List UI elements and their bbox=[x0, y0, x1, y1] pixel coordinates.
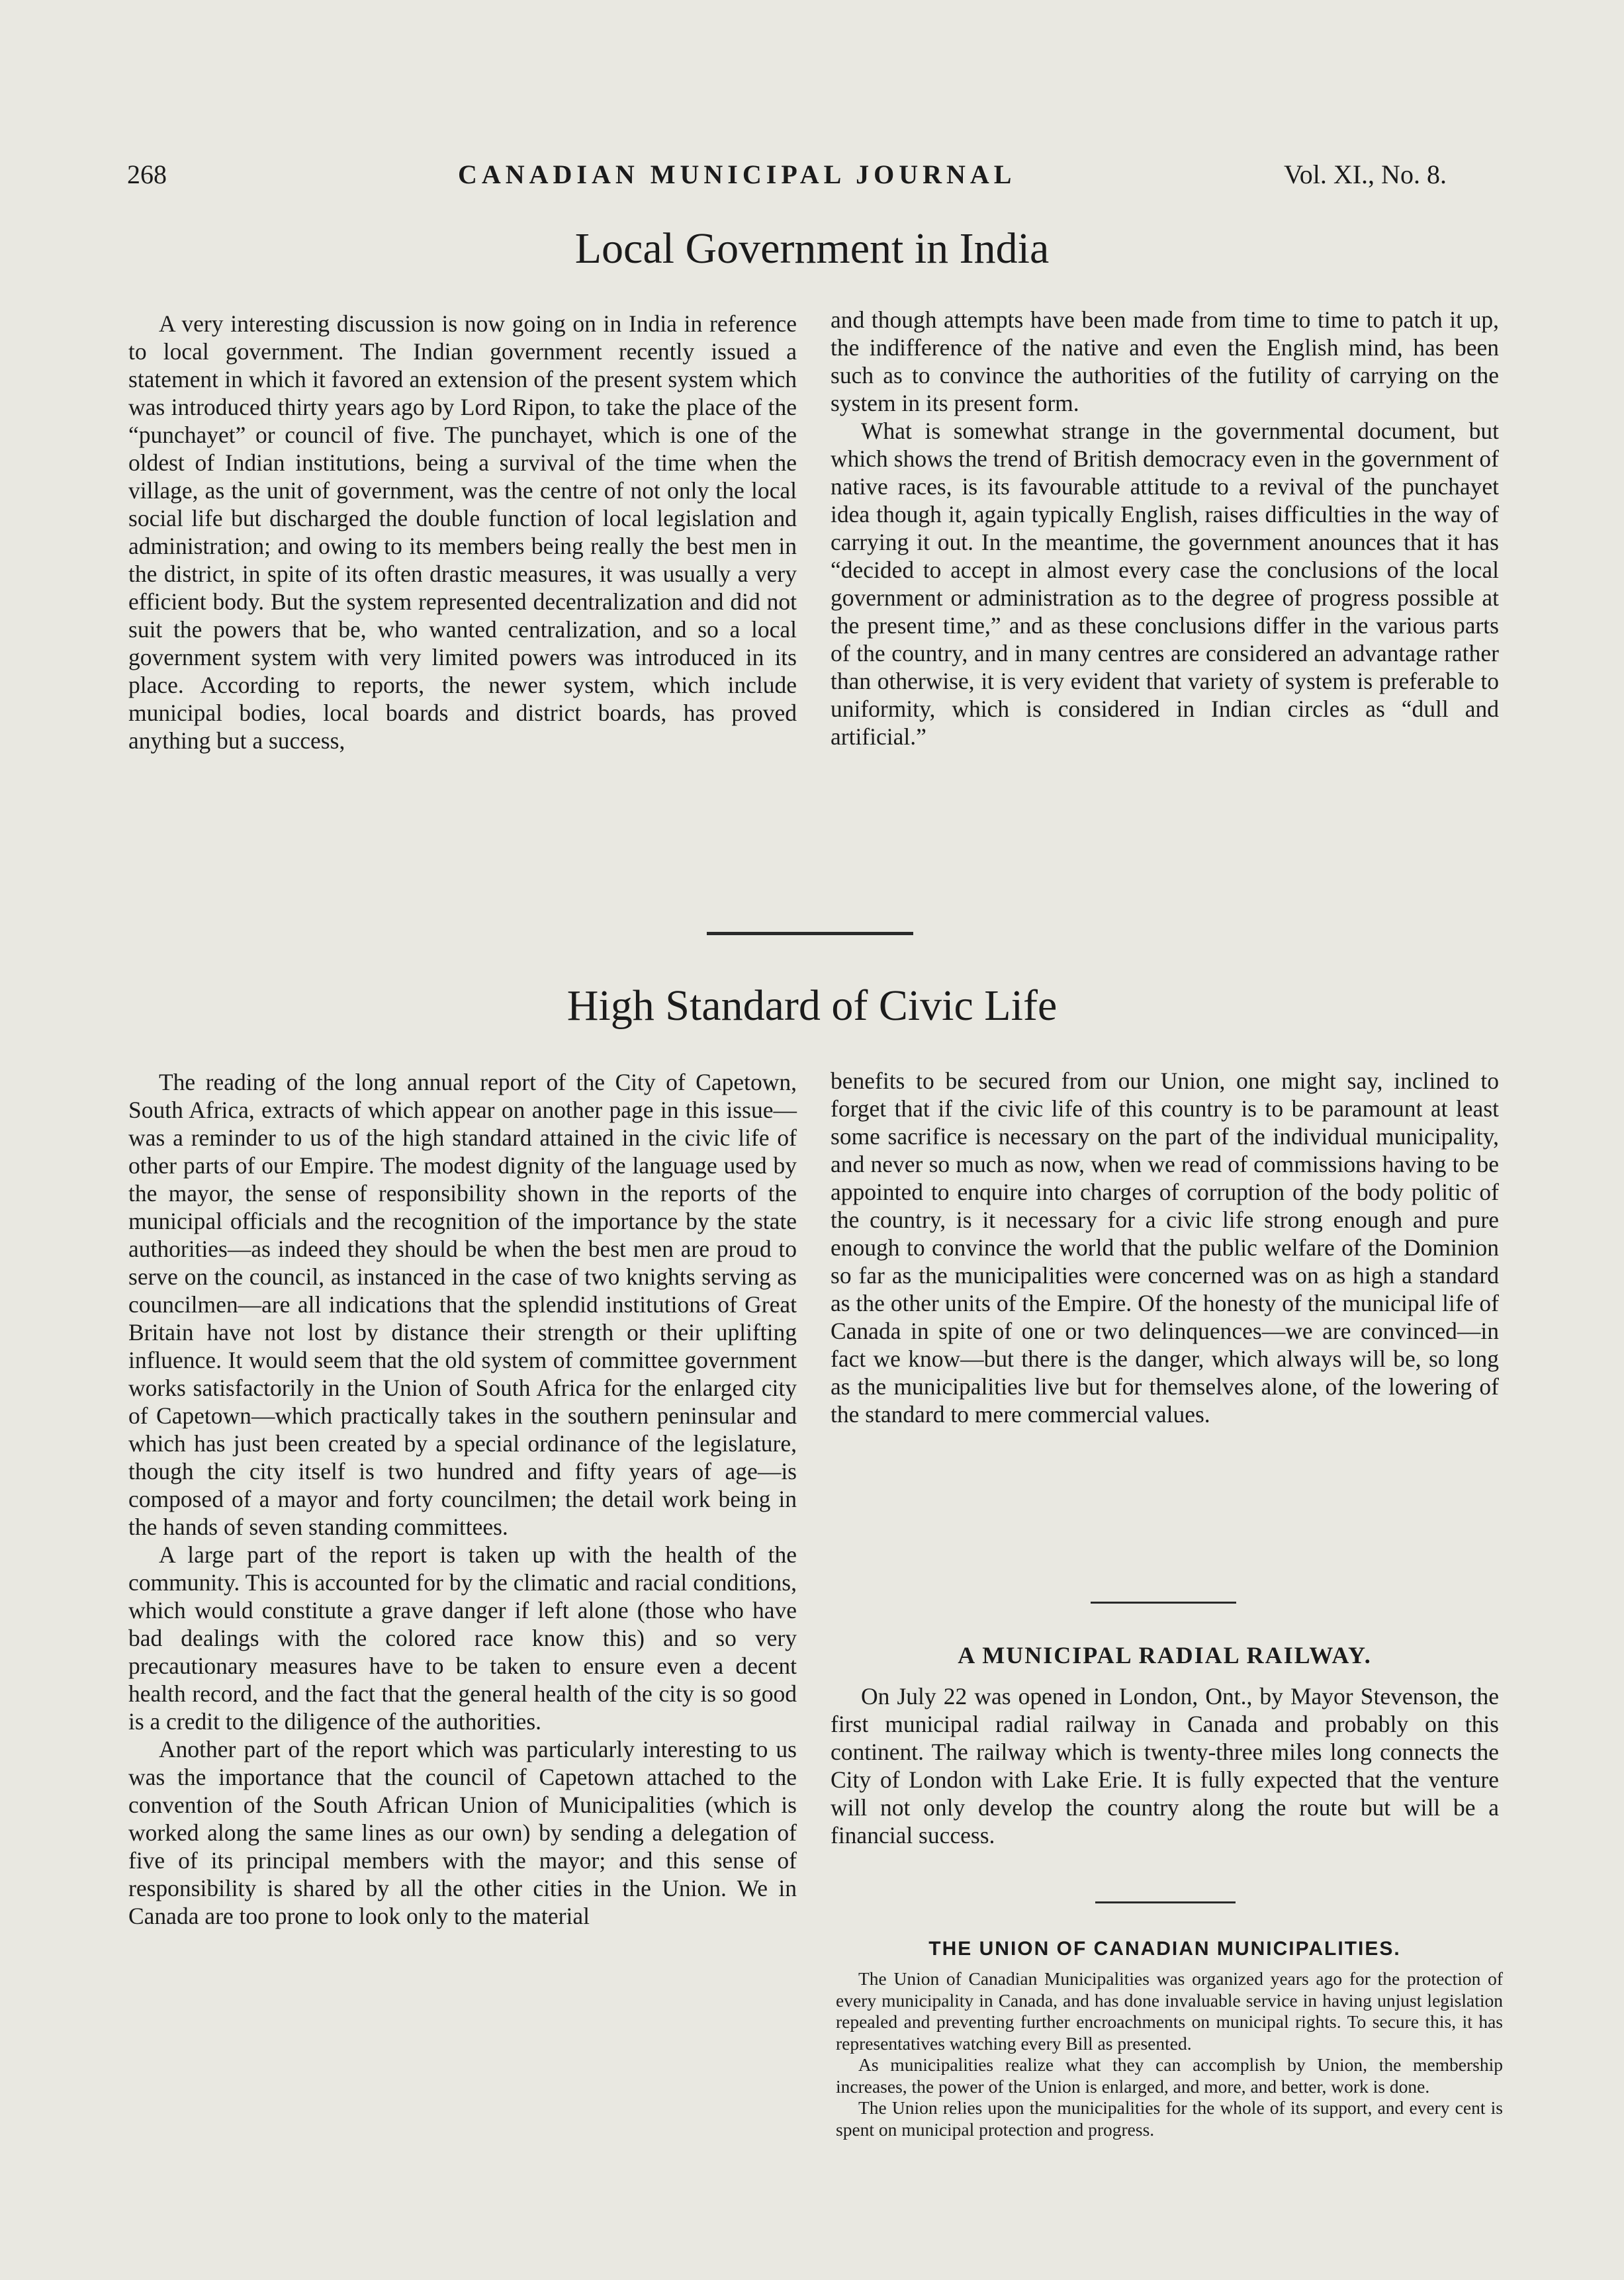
union-notice-heading: THE UNION OF CANADIAN MUNICIPALITIES. bbox=[928, 1938, 1401, 1960]
civic-column-right bbox=[831, 1067, 1499, 1428]
india-paragraph: A very interesting discussion is now going on in India in reference to local government. The Indian government recently issued a statement in which it favored an extension of the present system which was introduced thirty years ago by Lord Ripon, to take the place of the “punchayet” or council of five. The punchayet, which is one of the oldest of Indian institutions, being a survival of the time when the village, as the unit of government, was the centre of not only the local social life but discharged the double function of local legislation and administration; and owing to its members being really the best men in the district, in spite of its often drastic measures, it was usually a very efficient body. But the system represented decentralization and did not suit the powers that be, who wanted centralization, and so a local government system with very limited powers was introduced in its place. According to reports, the newer system, which include municipal bodies, local boards and district boards, has proved anything but a success, bbox=[128, 310, 797, 754]
journal-title: CANADIAN MUNICIPAL JOURNAL bbox=[458, 160, 1016, 189]
volume-number: Vol. XI., No. 8. bbox=[1284, 160, 1447, 189]
civic-paragraph: The reading of the long annual report of the City of Capetown, South Africa, extracts of which appear on another page in this issue—was a reminder to us of the high standard attained in the civic life of other parts of our Empire. The modest dignity of the language used by the mayor, the sense of responsibility shown in the reports of the municipal officials and the recognition of the importance by the state authorities—as indeed they should be when the best men are proud to serve on the council, as instanced in the case of two knights serving as councilmen—are all indications that the splendid institutions of Great Britain have not lost by distance their strength or their uplifting influence. It would seem that the old system of committee government works satisfactorily in the Union of South Africa for the enlarged city of Capetown—which practically takes in the southern peninsular and which has just been created by a special ordinance of the legislature, though the city itself is two hundred and fifty years of age—is composed of a mayor and forty councilmen; the detail work being in the hands of seven standing committees. bbox=[128, 1069, 797, 1540]
short-divider bbox=[1091, 1602, 1236, 1604]
radial-railway-paragraph: On July 22 was opened in London, Ont., by Mayor Stevenson, the first municipal radial railway in Canada and probably on this continent. The railway which is twenty-three miles long connects the City of London with Lake Erie. It is fully expected that the venture will not only develop the country along the route but will be a financial success. bbox=[831, 1683, 1499, 1848]
section-divider bbox=[707, 932, 913, 935]
civic-paragraph: A large part of the report is taken up with the health of the community. This is accounted for by the climatic and racial conditions, which would constitute a grave danger if left alone (those who have bad dealings with the colored race know this) and so very precautionary measures have to be taken to ensure even a decent health record, and the fact that the general health of the city is so good is a credit to the diligence of the authorities. bbox=[128, 1541, 797, 1735]
page-number: 268 bbox=[127, 160, 167, 189]
union-notice-paragraph: The Union relies upon the municipalities for the whole of its support, and every cent is spent on municipal protection and progress. bbox=[836, 2097, 1503, 2140]
india-column-right bbox=[831, 306, 1499, 751]
india-column-left bbox=[128, 310, 797, 754]
union-notice-paragraph: The Union of Canadian Municipalities was organized years ago for the protection of every municipality in Canada, and has done invaluable service in having unjust legislation repealed and preventing further encroachments on municipal rights. To secure this, it has representatives watching every Bill as presented. bbox=[836, 1968, 1503, 2054]
radial-railway-body bbox=[831, 1682, 1499, 1849]
civic-column-left bbox=[128, 1068, 797, 1930]
article-title-civic-life: High Standard of Civic Life bbox=[566, 981, 1058, 1030]
civic-paragraph: benefits to be secured from our Union, one might say, inclined to forget that if the civic life of this country is to be paramount at least some sacrifice is necessary on the part of the individual municipality, and never so much as now, when we read of commissions having to be appointed to enquire into charges of corruption of the body politic of the country, is it necessary for a civic life strong enough and pure enough to convince the world that the public welfare of the Dominion so far as the municipalities were concerned was on as high a standard as the other units of the Empire. Of the honesty of the municipal life of Canada in spite of one or two delinquences—we are convinced—in fact we know—but there is the danger, which always will be, so long as the municipalities live but for themselves alone, of the lowering of the standard to mere commercial values. bbox=[831, 1068, 1499, 1428]
civic-paragraph: Another part of the report which was particularly interesting to us was the importance that the council of Capetown attached to the convention of the South African Union of Municipalities (which is worked along the same lines as our own) by sending a delegation of five of its principal members with the mayor; and this sense of responsibility is shared by all the other cities in the Union. We in Canada are too prone to look only to the material bbox=[128, 1736, 797, 1929]
union-notice-paragraph: As municipalities realize what they can accomplish by Union, the membership increases, the power of the Union is enlarged, and more, and better, work is done. bbox=[836, 2054, 1503, 2097]
union-notice-body bbox=[836, 1968, 1503, 2140]
india-paragraph: What is somewhat strange in the governmental document, but which shows the trend of British democracy even in the government of native races, is its favourable attitude to a revival of the punchayet idea though it, again typically English, raises difficulties in the way of carrying it out. In the meantime, the government anounces that it has “decided to accept in almost every case the conclusions of the local government or administration as to the degree of progress possible at the present time,” and as these conclusions differ in the various parts of the country, and in many centres are considered an advantage rather than otherwise, it is very evident that variety of system is preferable to uniformity, which is considered in Indian circles as “dull and artificial.” bbox=[831, 418, 1499, 750]
india-paragraph: and though attempts have been made from time to time to patch it up, the indifference of the native and even the English mind, has been such as to convince the authorities of the futility of carrying on the system in its present form. bbox=[831, 306, 1499, 416]
article-title-india: Local Government in India bbox=[574, 224, 1050, 273]
short-divider bbox=[1095, 1901, 1236, 1903]
radial-railway-heading: A MUNICIPAL RADIAL RAILWAY. bbox=[958, 1642, 1372, 1668]
